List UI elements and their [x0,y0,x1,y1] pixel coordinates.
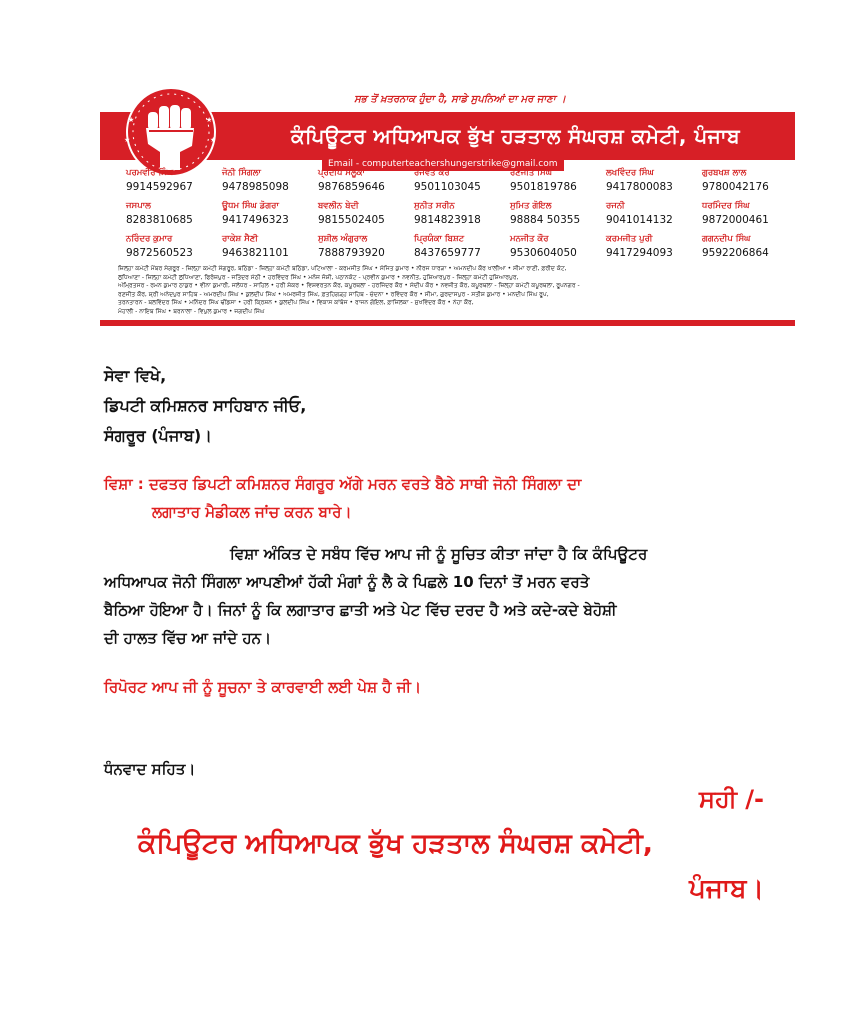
contact-name: ਰਜਵੰਤ ਕੌਰ [414,168,450,178]
contact-phone: 9815502405 [318,214,385,226]
contact-name: ਸੁਨੀਤ ਸਰੀਨ [414,201,455,211]
closing-thanks: ਧੰਨਵਾਦ ਸਹਿਤ। [104,760,196,778]
letter-body [104,540,794,652]
contact-name: ਬਵਲੀਨ ਬੇਦੀ [318,201,359,211]
contact-entry [694,167,790,200]
contact-phone: 9530604050 [510,247,577,259]
body-line: ਬੈਠਿਆ ਹੋਇਆ ਹੈ। ਜਿਨਾਂ ਨੂੰ ਕਿ ਲਗਾਤਾਰ ਛਾਤੀ ਅਤੇ ਪੇਟ ਵਿੱਚ ਦਰਦ ਹੈ ਅਤੇ ਕਦੇ-ਕਦੇ ਬੇਹੋਸ਼ੀ [104,601,617,619]
subject-line: ਵਿਸ਼ਾ : ਦਫਤਰ ਡਿਪਟੀ ਕਮਿਸ਼ਨਰ ਸੰਗਰੂਰ ਅੱਗੇ ਮਰਨ ਵਰਤੇ ਬੈਠੇ ਸਾਥੀ ਜੋਨੀ ਸਿੰਗਲਾ ਦਾ [104,475,582,493]
district-line: ਤਰਨਤਾਰਨ - ਬਲਵਿੰਦਰ ਸਿੰਘ • ਮਨਿੰਦਰ ਸਿੰਘ ਢੀਂਡਸਾ • ਹਰੀ ਕ੍ਰਿਸ਼ਨ • ਕੁਲਦੀਪ ਸਿੰਘ • ਵਿਕਾਸ ਕਾਂਬੋਜ • ਰਾਜਨ ਗੋਇਲ, ਫ਼ਾਜ਼ਿਲਕਾ - ਸੁਖਵਿੰਦਰ ਕੌਰ • ਨੇਹਾ ਕੌਰ, [118,299,474,307]
district-line: ਰਣਜੀਤ ਕੌਰ, ਸ਼੍ਰੀ ਅਨੰਦਪੁਰ ਸਾਹਿਬ - ਅਮਰਦੀਪ ਸਿੰਘ • ਕੁਲਦੀਪ ਸਿੰਘ • ਅਮਰਜੀਤ ਸਿੰਘ, ਫ਼ਤਹਿਗੜ੍ਹ ਸਾਹਿਬ - ਚੰਦਨਾ • ਰਵਿੰਦਰ ਕੌਰ • ਸੀਮਾ, ਗੁਰਦਾਸਪੁਰ - ਸਤੀਸ਼ ਕੁਮਾਰ • ਮਨਦੀਪ ਸਿੰਘ ਰੂਪ, [118,290,549,298]
signature-org-line: ਪੰਜਾਬ। [689,874,764,904]
letter-subject [104,470,744,526]
contact-phone: 9478985098 [222,181,289,193]
letterhead-email: Email - computerteachershungerstrike@gmail.com [322,157,564,171]
svg-text:★: ★ [206,116,213,124]
contact-entry [694,233,790,266]
contact-phone: 7888793920 [318,247,385,259]
contact-phone: 9592206864 [702,247,769,259]
contact-entry [502,233,598,266]
letterhead-bottom-bar [100,320,795,326]
contact-phone: 9501103045 [414,181,481,193]
contact-entry [214,167,310,200]
body-line: ਵਿਸ਼ਾ ਅੰਕਿਤ ਦੇ ਸਬੰਧ ਵਿੱਚ ਆਪ ਜੀ ਨੂੰ ਸੂਚਿਤ ਕੀਤਾ ਜਾਂਦਾ ਹੈ ਕਿ ਕੰਪਿਊਟਰ [230,545,648,563]
contact-phone: 9814823918 [414,214,481,226]
signature-label: ਸਹੀ /- [698,785,764,813]
contact-entry [310,200,406,233]
contact-entry [598,233,694,266]
raised-fist-emblem-icon [108,86,234,178]
contact-name: ਮਨਜੀਤ ਕੌਰ [510,234,549,244]
address-line: ਡਿਪਟੀ ਕਮਿਸ਼ਨਰ ਸਾਹਿਬਾਨ ਜੀਓ, [104,396,307,415]
letterhead-tagline: ਸਭ ਤੋਂ ਖ਼ਤਰਨਾਕ ਹੁੰਦਾ ਹੈ, ਸਾਡੇ ਸੁਪਨਿਆਂ ਦਾ ਮਰ ਜਾਣਾ । [354,94,566,105]
contacts-row [118,167,794,200]
contact-phone: 9780042176 [702,181,769,193]
contact-name: ਜੋਨੀ ਸਿੰਗਲਾ [222,168,261,178]
contact-entry [310,167,406,200]
contact-phone: 9876859646 [318,181,385,193]
contacts-row [118,200,794,233]
contact-phone: 9872000461 [702,214,769,226]
contact-entry [118,167,214,200]
contact-entry [214,200,310,233]
body-line: ਦੀ ਹਾਲਤ ਵਿੱਚ ਆ ਜਾਂਦੇ ਹਨ। [104,629,272,647]
contact-name: ਧਰਮਿੰਦਰ ਸਿੰਘ [702,201,750,211]
svg-text:★: ★ [128,116,135,124]
contact-name: ਪ੍ਰਦੀਪ ਮਲੂਕਾ [318,168,365,178]
contact-name: ਲਖਵਿੰਦਰ ਸਿੰਘ [606,168,654,178]
address-line: ਸੰਗਰੂਰ (ਪੰਜਾਬ)। [104,426,212,445]
address-line: ਸੇਵਾ ਵਿਖੇ, [104,366,167,385]
contact-entry [214,233,310,266]
contact-phone: 9501819786 [510,181,577,193]
contact-phone: 9417294093 [606,247,673,259]
contact-entry [118,200,214,233]
contact-name: ਪ੍ਰਿਯੰਕਾ ਬਿਸ਼ਟ [414,234,465,244]
contacts-row [118,233,794,266]
district-line: ਜ਼ਿਲ੍ਹਾ ਕਮੇਟੀ ਮੈਂਬਰ ਸੰਗਰੂਰ - ਜ਼ਿਲ੍ਹਾ ਕਮੇਟੀ ਸੰਗਰੂਰ, ਬਠਿੰਡਾ - ਜ਼ਿਲ੍ਹਾ ਕਮੇਟੀ ਬਠਿੰਡਾ, ਪਟਿਆਲਾ - ਕਰਮਜੀਤ ਸਿੰਘ • ਸੰਜਿਤ ਕੁਮਾਰ • ਨੀਰਜ ਧਾਰੜਾ • ਅਮਨਦੀਪ ਕੌਰ ਖਾਲੀਆ • ਸੀਮਾ ਰਾਣੀ, ਫ਼ਰੀਦ ਕੋਟ, [118,265,567,272]
district-line: ਮੋਹਾਲੀ - ਨਾਇਬ ਸਿੰਘ • ਬਰਨਾਲਾ - ਵਿਪੁਲ ਕੁਮਾਰ • ਜਗਦੀਪ ਸਿੰਘ [118,307,265,315]
contact-phone: 9914592967 [126,181,193,193]
contact-name: ਊਧਮ ਸਿੰਘ ਡੋਗਰਾ [222,201,279,211]
contact-phone: 9463821101 [222,247,289,259]
contact-entry [502,200,598,233]
contact-name: ਪਰਮਵੀਰ ਸਿੰਘ [126,168,174,178]
body-line: ਅਧਿਆਪਕ ਜੋਨੀ ਸਿੰਗਲਾ ਆਪਣੀਆਂ ਹੱਕੀ ਮੰਗਾਂ ਨੂੰ ਲੈ ਕੇ ਪਿਛਲੇ 10 ਦਿਨਾਂ ਤੋਂ ਮਰਨ ਵਰਤੇ [104,573,590,591]
contact-name: ਨਰਿੰਦਰ ਕੁਮਾਰ [126,234,173,244]
contact-phone: 8437659777 [414,247,481,259]
contact-entry [406,200,502,233]
contact-entry [598,167,694,200]
report-line: ਰਿਪੋਰਟ ਆਪ ਜੀ ਨੂੰ ਸੂਚਨਾ ਤੇ ਕਾਰਵਾਈ ਲਈ ਪੇਸ਼ ਹੈ ਜੀ। [104,678,422,696]
contact-entry [694,200,790,233]
contact-entry [598,200,694,233]
contact-phone: 9041014132 [606,214,673,226]
contact-phone: 9417800083 [606,181,673,193]
contact-name: ਰਜਨੀ [606,201,625,211]
district-line: ਲੁਧਿਆਣਾ - ਜ਼ਿਲ੍ਹਾ ਕਮੇਟੀ ਲੁਧਿਆਣਾ, ਫਿਰੋਜ਼ਪੁਰ - ਜਤਿੰਦਰ ਸੇਠੀ • ਹਰਵਿੰਦਰ ਸਿੰਘ • ਮਨੋਜ ਜੋਸ਼ੀ, ਪਠਾਨਕੋਟ - ਪ੍ਰਵੀਨ ਕੁਮਾਰ • ਨਵਨੀਤ, ਹੁਸ਼ਿਆਰਪੁਰ - ਜ਼ਿਲ੍ਹਾ ਕਮੇਟੀ ਹੁਸ਼ਿਆਰਪੁਰ, [118,273,519,281]
district-committee-list [118,265,798,317]
contact-phone: 8283810685 [126,214,193,226]
contact-phone: 98884 50355 [510,214,581,226]
contacts-grid [118,167,794,266]
contact-entry [310,233,406,266]
contact-entry [502,167,598,200]
svg-text:★: ★ [210,136,217,144]
contact-name: ਸੁਮਿਤ ਗੋਇਲ [510,201,552,211]
contact-entry [406,233,502,266]
contact-name: ਸੁਸ਼ੀਲ ਅੰਗੁਰਾਲ [318,234,368,244]
contact-name: ਗਗਨਦੀਪ ਸਿੰਘ [702,234,751,244]
contact-entry [118,233,214,266]
letterhead-title: ਕੰਪਿਊਟਰ ਅਧਿਆਪਕ ਭੁੱਖ ਹੜਤਾਲ ਸੰਘਰਸ਼ ਕਮੇਟੀ, ਪੰਜਾਬ [290,124,741,148]
contact-name: ਗੁਰਬਖਸ਼ ਲਾਲ [702,168,747,178]
contact-name: ਰਣਜੀਤ ਸਿੰਘ [510,168,553,178]
contact-name: ਰਾਕੇਸ਼ ਸੈਣੀ [222,234,258,244]
signature-org-line: ਕੰਪਿਊਟਰ ਅਧਿਆਪਕ ਭੁੱਖ ਹੜਤਾਲ ਸੰਘਰਸ਼ ਕਮੇਟੀ, [138,828,654,859]
contact-phone: 9417496323 [222,214,289,226]
subject-line: ਲਗਾਤਾਰ ਮੈਡੀਕਲ ਜਾਂਚ ਕਰਨ ਬਾਰੇ। [152,503,352,521]
contact-name: ਕਰਮਜੀਤ ਪੁਰੀ [606,234,653,244]
district-line: ਅੰਮ੍ਰਿਤਸਰ - ਰਮਨ ਕੁਮਾਰ ਠਾਕੁਰ • ਵੀਨਾ ਕੁਮਾਰੀ, ਜਲੰਧਰ - ਸਾਹਿਲ • ਹਰੀ ਸ਼ੰਕਰ • ਵਿਸ਼ਵਰਤਨ ਕੌਰ, ਕਪੂਰਥਲਾ - ਹਰਜਿੰਦਰ ਕੌਰ • ਸੰਦੀਪ ਕੌਰ • ਨਵਜੀਤ ਕੌਰ, ਕਪੂਰਥਲਾ - ਜ਼ਿਲ੍ਹਾ ਕਮੇਟੀ ਕਪੂਰਥਲਾ, ਰੂਪਨਗਰ - [118,282,580,290]
contact-phone: 9872560523 [126,247,193,259]
contact-entry [406,167,502,200]
svg-text:★: ★ [124,136,131,144]
contact-name: ਜਸਪਾਲ [126,201,151,211]
